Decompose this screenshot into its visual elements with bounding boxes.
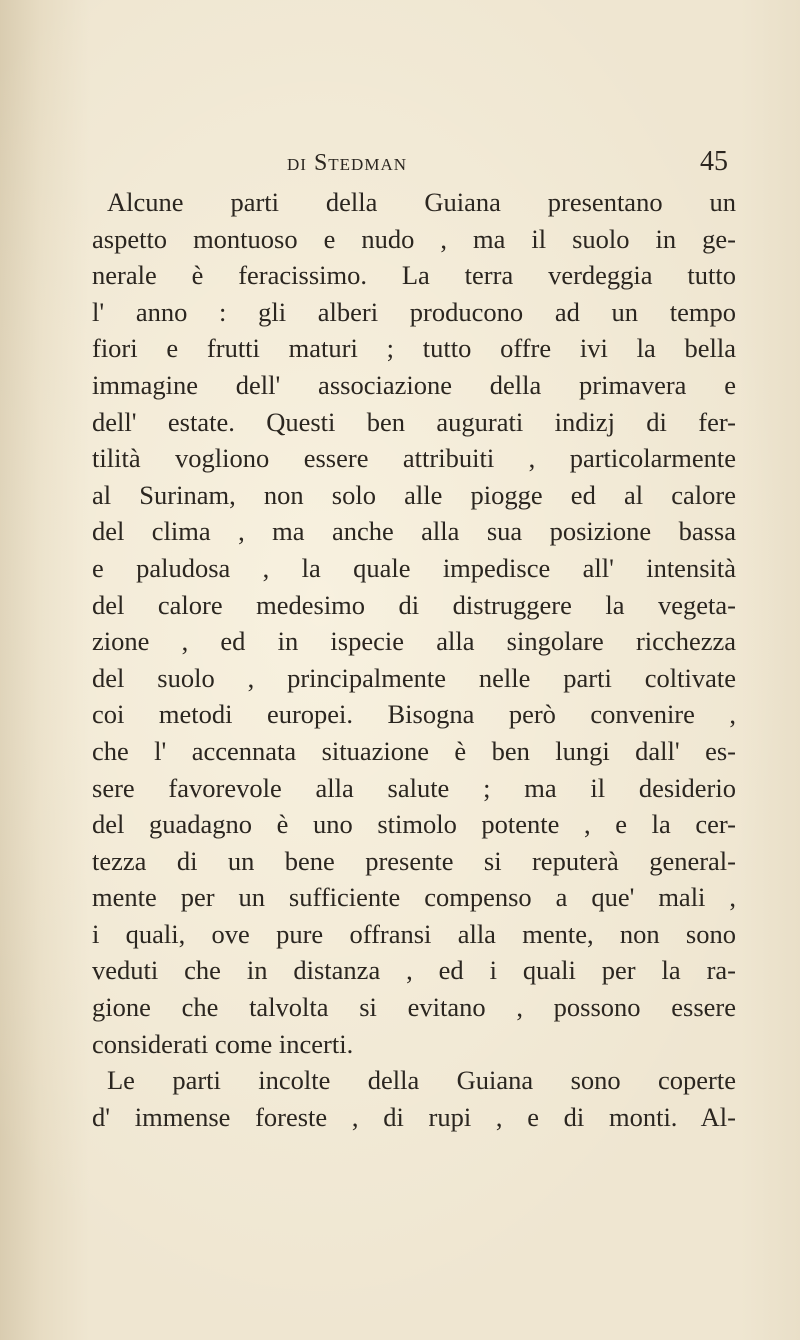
text-line: zione , ed in ispecie alla singolare ricchezza (92, 626, 736, 657)
text-line: aspetto montuoso e nudo , ma il suolo in ge- (92, 223, 736, 254)
text-line: dell' estate. Questi ben augurati indizj di fer- (92, 406, 736, 437)
text-line: Alcune parti della Guiana presentano un (107, 187, 736, 217)
text-line: del guadagno è uno stimolo potente , e la cer- (92, 809, 736, 840)
text-line: l' anno : gli alberi producono ad un tempo (92, 296, 736, 327)
text-line: tilità vogliono essere attribuiti , particolarmente (92, 443, 736, 474)
text-line: considerati come incerti. (92, 1028, 354, 1059)
page-number: 45 (700, 146, 728, 177)
text-line: Le parti incolte della Guiana sono coperte (107, 1065, 736, 1096)
text-line: veduti che in distanza , ed i quali per la ra- (92, 955, 736, 986)
text-line: gione che talvolta si evitano , possono essere (92, 992, 736, 1023)
text-line: immagine dell' associazione della primavera e (92, 369, 736, 400)
text-line: tezza di un bene presente si reputerà general- (92, 845, 736, 876)
text-line: che l' accennata situazione è ben lungi dall' es- (92, 735, 736, 766)
text-line: fiori e frutti maturi ; tutto offre ivi la bella (92, 333, 736, 364)
body-text (92, 184, 736, 1135)
text-line: mente per un sufficiente compenso a que' mali , (92, 882, 736, 913)
text-line: i quali, ove pure offransi alla mente, non sono (92, 918, 736, 949)
text-line: coi metodi europei. Bisogna però convenire , (92, 699, 736, 730)
running-head (0, 142, 800, 182)
text-line: nerale è feracissimo. La terra verdeggia tutto (92, 260, 736, 291)
text-line: del clima , ma anche alla sua posizione bassa (92, 516, 736, 547)
text-line: sere favorevole alla salute ; ma il desiderio (92, 772, 736, 803)
text-line: del suolo , principalmente nelle parti coltivate (92, 662, 736, 693)
text-line: del calore medesimo di distruggere la vegeta- (92, 589, 736, 620)
text-line: d' immense foreste , di rupi , e di monti. Al- (92, 1101, 736, 1132)
text-line: e paludosa , la quale impedisce all' intensità (92, 552, 736, 583)
running-head-title: di Stedman (287, 150, 408, 176)
text-line: al Surinam, non solo alle piogge ed al calore (92, 479, 736, 510)
